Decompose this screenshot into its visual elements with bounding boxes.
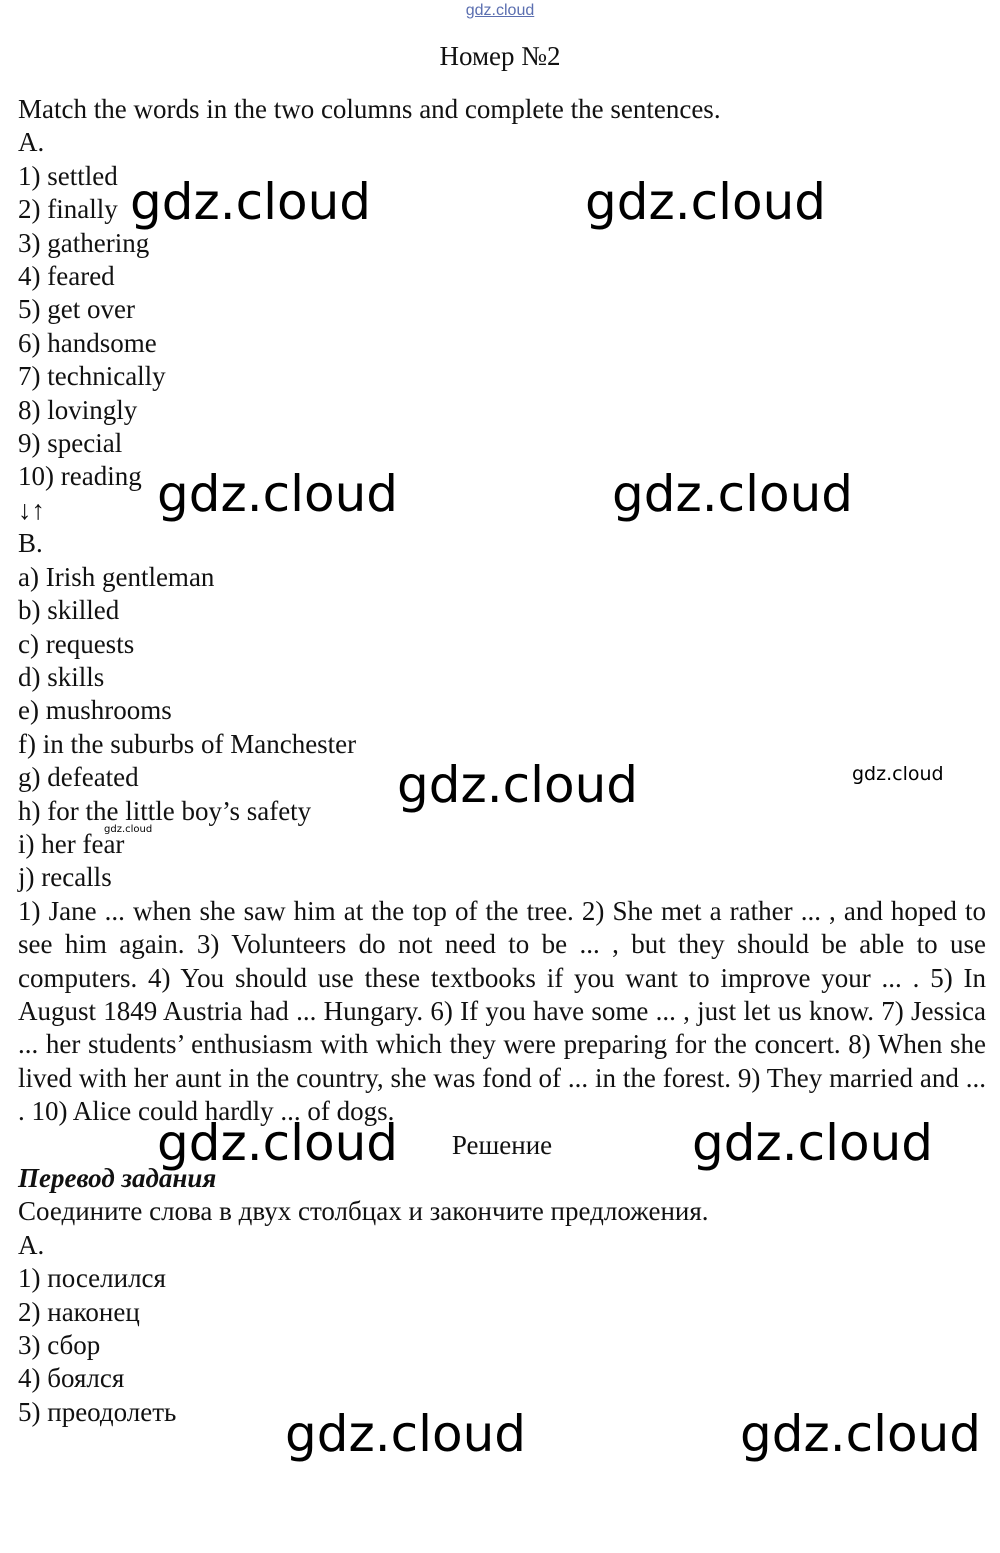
column-b-item: g) defeated: [18, 762, 139, 793]
watermark: gdz.cloud: [740, 1405, 982, 1463]
column-a-item: 1) settled: [18, 160, 118, 191]
column-b-item: c) requests: [18, 628, 135, 659]
column-b-item: h) for the little boy’s safety: [18, 795, 312, 826]
translation-column-a-item: 1) поселился: [18, 1263, 166, 1294]
translation-column-a-item: 4) боялся: [18, 1363, 125, 1394]
translation-column-a-item: 2) наконец: [18, 1296, 140, 1327]
translation-heading: Перевод задания: [18, 1163, 217, 1193]
column-a-item: 3) gathering: [18, 227, 150, 258]
watermark-tiny: gdz.cloud: [104, 824, 153, 835]
site-mark[interactable]: gdz.cloud: [465, 2, 535, 19]
match-arrows-icon: ↓↑: [18, 494, 45, 525]
task-instruction: Match the words in the two columns and complete the sentences.: [18, 94, 721, 124]
column-a-item: 9) special: [18, 428, 123, 459]
column-a-item: 6) handsome: [18, 327, 157, 358]
translation-column-a-label: A.: [18, 1229, 45, 1260]
column-b-item: e) mushrooms: [18, 695, 172, 726]
watermark: gdz.cloud: [285, 1405, 527, 1463]
column-b-item: a) Irish gentleman: [18, 561, 215, 592]
column-b-item: f) in the suburbs of Manchester: [18, 728, 357, 759]
column-b-item: j) recalls: [18, 862, 112, 893]
column-b-item: i) her fear: [18, 828, 125, 859]
watermark: gdz.cloud: [612, 465, 854, 523]
solution-heading: Решение: [451, 1129, 553, 1160]
watermark: gdz.cloud: [692, 1114, 934, 1172]
watermark: gdz.cloud: [157, 465, 399, 523]
translation-instruction: Соедините слова в двух столбцах и закончите предложения.: [18, 1196, 709, 1227]
watermark: gdz.cloud: [130, 173, 372, 231]
column-a-item: 8) lovingly: [18, 394, 138, 425]
watermark: gdz.cloud: [157, 1114, 399, 1172]
column-a-label: A.: [18, 127, 45, 158]
page-title: Номер №2: [439, 41, 561, 71]
column-a-item: 5) get over: [18, 294, 135, 325]
watermark-small: gdz.cloud: [852, 763, 944, 785]
watermark: gdz.cloud: [397, 756, 639, 814]
column-a-item: 7) technically: [18, 361, 166, 392]
sentences-paragraph: 1) Jane ... when she saw him at the top of the tree. 2) She met a rather ... , and hoped to see him again. 3) Volunteers do not need to be ... , but they should be able to use computers. 4) You should use these textbooks if you want to improve your ... . 5) In August 1849 Austria had ... Hungary. 6) If you have some ... , just let us know. 7) Jessica ... her students’ enthusiasm with which they were preparing for the concert. 8) When she lived with her aunt in the country, she was fond of ... in the forest. 9) They married and ... . 10) Alice could hardly ... of dogs.: [18, 895, 986, 1127]
column-b-label: B.: [18, 528, 43, 559]
column-b-item: b) skilled: [18, 595, 120, 626]
translation-column-a-item: 5) преодолеть: [18, 1396, 177, 1427]
column-b-item: d) skills: [18, 661, 105, 692]
column-a-item: 10) reading: [18, 461, 142, 492]
column-a-item: 4) feared: [18, 261, 115, 292]
translation-column-a-item: 3) сбор: [18, 1330, 101, 1361]
column-a-item: 2) finally: [18, 194, 118, 225]
watermark: gdz.cloud: [585, 173, 827, 231]
